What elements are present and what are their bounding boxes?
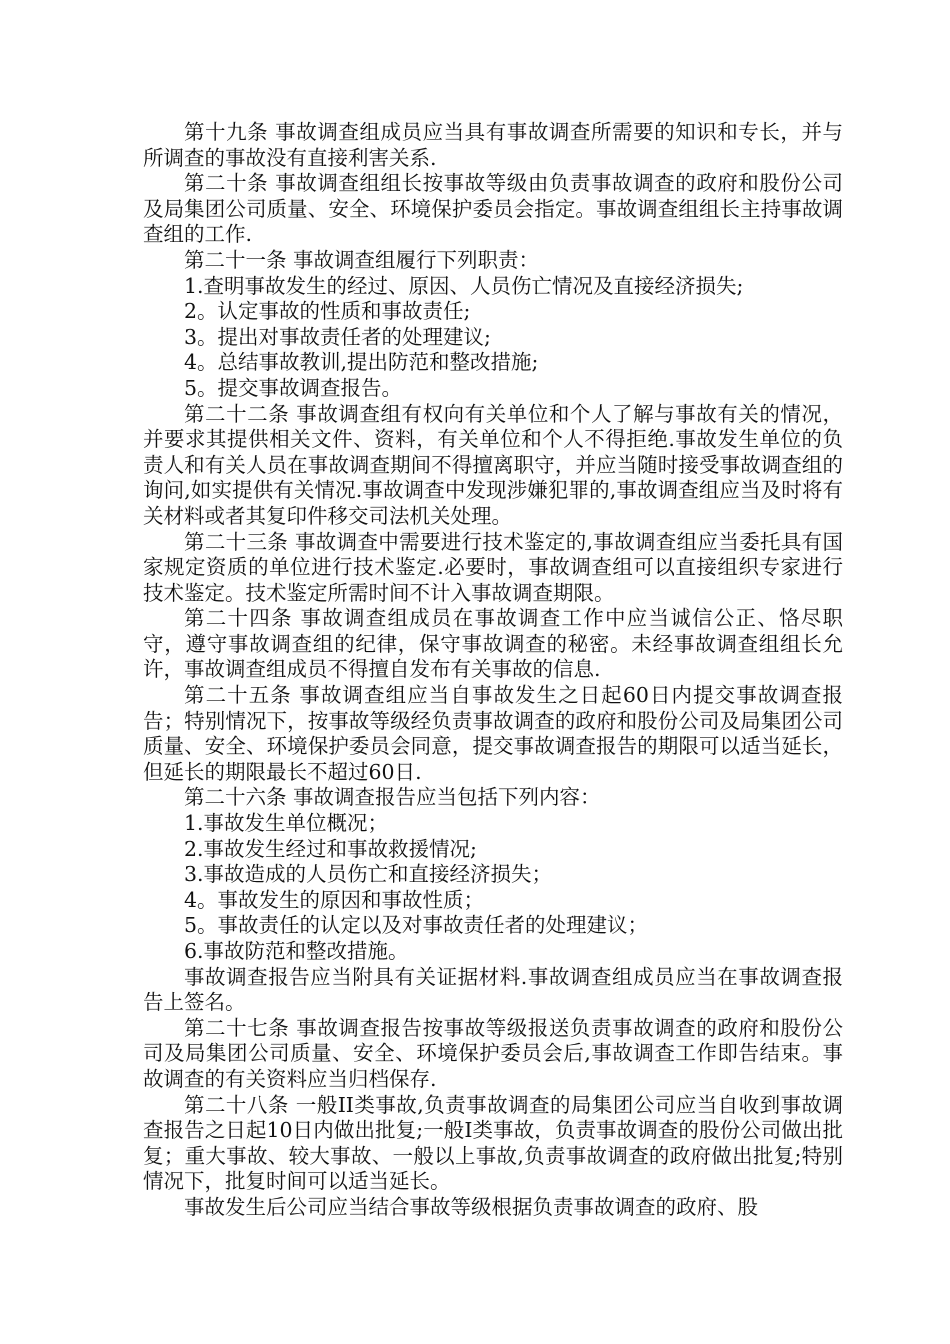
- paragraph-article-25: 第二十五条 事故调查组应当自事故发生之日起60日内提交事故调查报告；特别情况下，按事故等级经负责事故调查的政府和股份公司及局集团公司质量、安全、环境保护委员会同意，提交事故调查报告的期限可以适当延长，但延长的期限最长不超过60日.: [143, 683, 843, 784]
- list-item-duty-4: 4。总结事故教训,提出防范和整改措施;: [184, 350, 539, 375]
- list-item-content-1: 1.事故发生单位概况；: [184, 811, 389, 836]
- paragraph-report-evidence: 事故调查报告应当附具有关证据材料.事故调查组成员应当在事故调查报告上签名。: [143, 964, 843, 1015]
- paragraph-article-24: 第二十四条 事故调查组成员在事故调查工作中应当诚信公正、恪尽职守，遵守事故调查组的纪律，保守事故调查的秘密。未经事故调查组组长允许，事故调查组成员不得擅自发布有关事故的信息.: [143, 606, 843, 682]
- paragraph-article-22: 第二十二条 事故调查组有权向有关单位和个人了解与事故有关的情况，并要求其提供相关文件、资料，有关单位和个人不得拒绝.事故发生单位的负责人和有关人员在事故调查期间不得擅离职守，并应当随时接受事故调查组的询问,如实提供有关情况.事故调查中发现涉嫌犯罪的,事故调查组应当及时将有关材料或者其复印件移交司法机关处理。: [143, 401, 843, 528]
- paragraph-continued: 事故发生后公司应当结合事故等级根据负责事故调查的政府、股: [184, 1194, 758, 1219]
- list-item-duty-3: 3。提出对事故责任者的处理建议;: [184, 324, 491, 349]
- list-item-content-2: 2.事故发生经过和事故救援情况;: [184, 836, 477, 861]
- paragraph-article-19: 第十九条 事故调查组成员应当具有事故调查所需要的知识和专长，并与所调查的事故没有直接利害关系.: [143, 120, 843, 170]
- list-item-content-6: 6.事故防范和整改措施。: [184, 939, 409, 963]
- paragraph-article-20: 第二十条 事故调查组组长按事故等级由负责事故调查的政府和股份公司及局集团公司质量、安全、环境保护委员会指定。事故调查组组长主持事故调查组的工作.: [143, 171, 843, 247]
- list-item-content-5: 5。事故责任的认定以及对事故责任者的处理建议；: [184, 913, 649, 938]
- document-body: [143, 120, 843, 1221]
- paragraph-article-23: 第二十三条 事故调查中需要进行技术鉴定的,事故调查组应当委托具有国家规定资质的单位进行技术鉴定.必要时，事故调查组可以直接组织专家进行技术鉴定。技术鉴定所需时间不计入事故调查期限。: [143, 529, 843, 605]
- list-item-duty-1: 1.查明事故发生的经过、原因、人员伤亡情况及直接经济损失;: [184, 273, 744, 298]
- paragraph-article-21: 第二十一条 事故调查组履行下列职责：: [184, 247, 540, 272]
- list-item-duty-2: 2。认定事故的性质和事故责任;: [184, 299, 471, 324]
- paragraph-article-26: 第二十六条 事故调查报告应当包括下列内容：: [184, 785, 601, 810]
- list-item-content-3: 3.事故造成的人员伤亡和直接经济损失；: [184, 862, 553, 887]
- list-item-content-4: 4。事故发生的原因和事故性质；: [184, 887, 485, 912]
- paragraph-article-28: 第二十八条 一般II类事故,负责事故调查的局集团公司应当自收到事故调查报告之日起10日内做出批复;一般I类事故，负责事故调查的股份公司做出批复；重大事故、较大事故、一般以上事故,负责事故调查的政府做出批复;特别情况下，批复时间可以适当延长。: [143, 1092, 843, 1194]
- list-item-duty-5: 5。提交事故调查报告。: [184, 375, 403, 400]
- paragraph-article-27: 第二十七条 事故调查报告按事故等级报送负责事故调查的政府和股份公司及局集团公司质量、安全、环境保护委员会后,事故调查工作即告结束。事故调查的有关资料应当归档保存.: [143, 1015, 843, 1091]
